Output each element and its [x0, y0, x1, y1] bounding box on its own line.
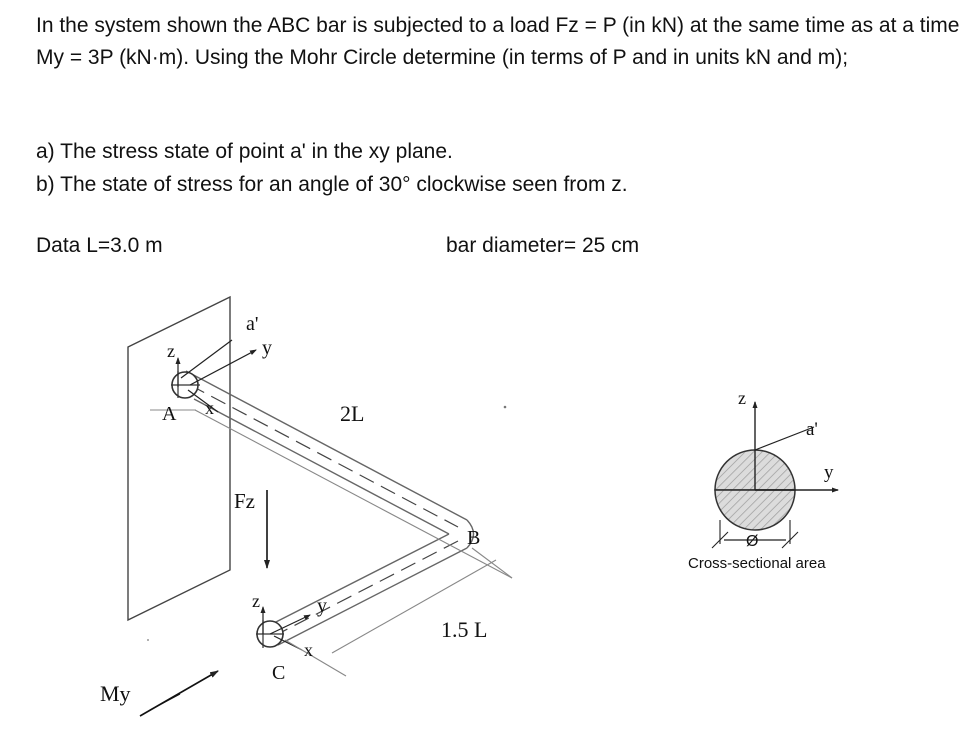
label-z-at-a: z: [167, 341, 175, 361]
section-label-y: y: [824, 462, 834, 483]
label-z-at-c: z: [252, 591, 260, 611]
problem-statement: In the system shown the ABC bar is subjected to a load Fz = P (in kN) at the same time as at a time My = 3P (kN·m). Using the Mohr Circle determine (in terms of P and in units kN and m);: [36, 14, 960, 69]
label-point-c: C: [272, 662, 286, 684]
cross-section: [712, 402, 838, 548]
label-x-at-a: x: [205, 398, 214, 418]
section-caption: Cross-sectional area: [688, 555, 826, 572]
label-1-5l: 1.5 L: [441, 617, 488, 642]
question-part-b: b) The state of stress for an angle of 30° clockwise seen from z.: [36, 173, 628, 196]
question-part-a: a) The stress state of point a' in the xy plane.: [36, 140, 453, 163]
label-a-prime: a': [246, 313, 259, 335]
scan-speck: [504, 406, 507, 409]
label-fz: Fz: [234, 489, 255, 513]
cross-section-lower-half: [715, 490, 795, 530]
dimension-ext-c: [285, 640, 346, 676]
label-y-at-a: y: [262, 337, 272, 359]
data-length: Data L=3.0 m: [36, 234, 163, 257]
label-y-at-c: y: [317, 595, 327, 617]
section-label-a-prime: a': [806, 419, 818, 440]
label-point-a: A: [162, 403, 177, 425]
scan-speck: [147, 639, 149, 641]
data-diameter: bar diameter= 25 cm: [446, 234, 640, 257]
support-wall: [128, 297, 230, 620]
label-my: My: [100, 681, 131, 706]
section-label-z: z: [738, 388, 746, 408]
section-label-diameter: Ø: [746, 533, 759, 550]
label-x-at-c: x: [304, 640, 313, 660]
label-2l: 2L: [340, 401, 365, 426]
label-point-b: B: [467, 527, 481, 549]
dimension-ext-b: [472, 548, 512, 578]
